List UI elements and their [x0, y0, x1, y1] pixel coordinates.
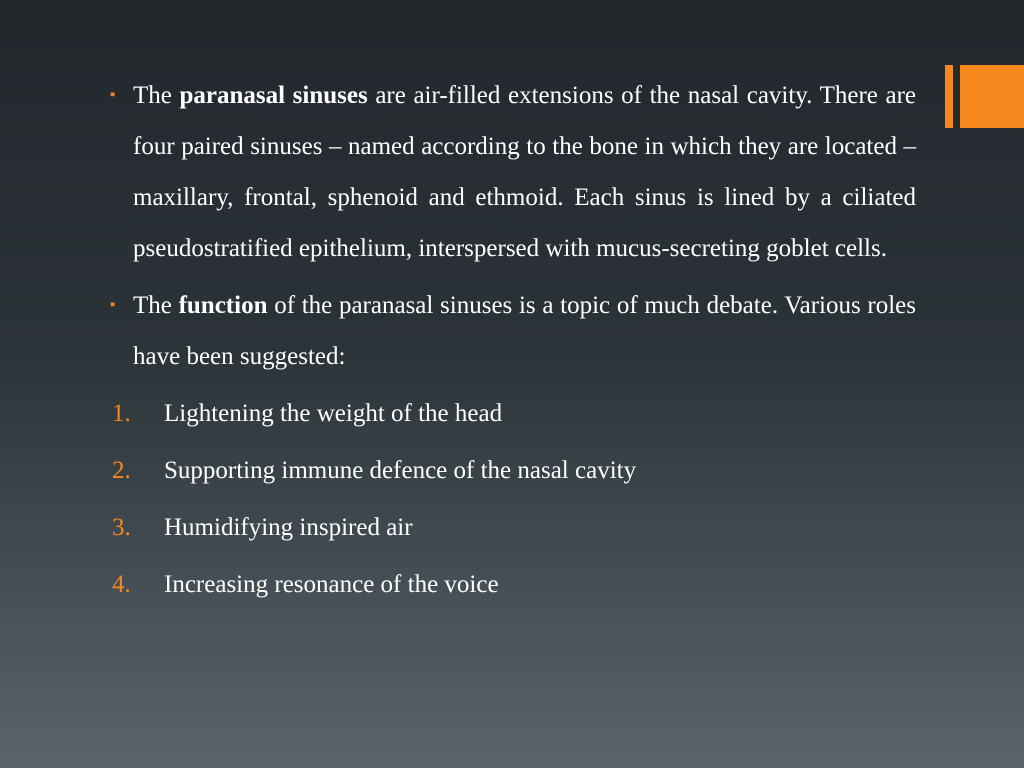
list-item-text: Humidifying inspired air: [164, 514, 413, 541]
roles-list: [110, 385, 916, 613]
bullet-text-bold: paranasal sinuses: [179, 82, 368, 109]
list-item-text: Increasing resonance of the voice: [164, 571, 499, 598]
square-bullet-icon: ▪: [110, 87, 116, 103]
bullet-text-lead: The: [133, 292, 172, 319]
list-item: [110, 499, 916, 556]
bullet-function: [110, 280, 916, 382]
list-number: 1.: [112, 400, 131, 427]
slide-content: [110, 70, 916, 613]
list-item: [110, 385, 916, 442]
bullet-text-rest: are air-filled extensions of the nasal cavity. There are four paired sinuses – named according to the bone in which they are located – maxillary, frontal, sphenoid and ethmoid. Each sinus is lined by a ciliated pseudostratified epithelium, interspersed with mucus-secreting goblet cells.: [133, 82, 917, 262]
list-number: 2.: [112, 457, 131, 484]
bullet-text-bold: function: [178, 292, 268, 319]
list-number: 3.: [112, 514, 131, 541]
list-item-text: Lightening the weight of the head: [164, 400, 503, 427]
accent-bar-wide: [960, 65, 1024, 128]
bullet-text-rest: of the paranasal sinuses is a topic of much debate. Various roles have been suggested:: [133, 292, 916, 370]
square-bullet-icon: ▪: [110, 297, 116, 313]
list-item-text: Supporting immune defence of the nasal cavity: [164, 457, 637, 484]
bullet-paranasal-sinuses: [110, 70, 916, 274]
list-number: 4.: [112, 571, 131, 598]
accent-bar-thin: [945, 65, 953, 128]
list-item: [110, 556, 916, 613]
bullet-text-lead: The: [133, 82, 172, 109]
list-item: [110, 442, 916, 499]
